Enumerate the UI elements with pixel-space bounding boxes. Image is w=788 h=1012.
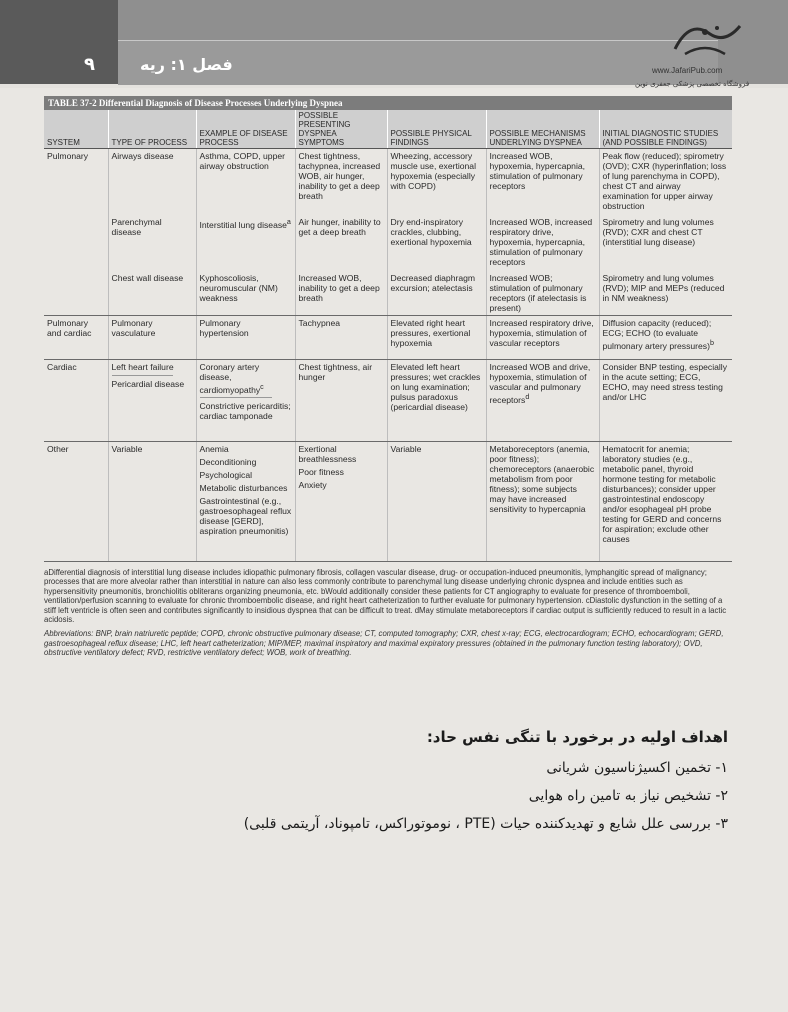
- col-header: POSSIBLE MECHANISMS UNDERLYING DYSPNEA: [486, 110, 599, 149]
- table-header-row: [44, 110, 732, 149]
- table-grid: [44, 110, 732, 562]
- col-header: POSSIBLE PHYSICAL FINDINGS: [387, 110, 486, 149]
- cell-mechanisms: [486, 359, 599, 441]
- example-text: Deconditioning: [199, 456, 257, 467]
- cell-type: Variable: [108, 441, 196, 561]
- cell-mechanisms: Increased WOB, increased respiratory drive, hypoxemia, hypercapnia, stimulation of pulmonary receptors: [486, 215, 599, 271]
- table-row: [44, 271, 732, 316]
- symptom-text: Exertional breathlessness: [298, 443, 357, 464]
- footnote-mark: d: [525, 392, 530, 401]
- cell-physical: Elevated left heart pressures; wet crackles on lung examination; pulsus paradoxus (pericardial disease): [387, 359, 486, 441]
- cell-studies: [599, 315, 732, 359]
- chapter-title: فصل ۱: ریه: [140, 55, 233, 74]
- cell-system: Other: [44, 441, 108, 561]
- chapter-tab: [0, 0, 118, 84]
- cell-system: Cardiac: [44, 359, 108, 441]
- table-title: TABLE 37-2 Differential Diagnosis of Disease Processes Underlying Dyspnea: [44, 96, 732, 110]
- cell-symptoms: Air hunger, inability to get a deep breath: [295, 215, 387, 271]
- divider: [112, 375, 173, 376]
- table-row: [44, 315, 732, 359]
- col-header: TYPE OF PROCESS: [108, 110, 196, 149]
- col-header: EXAMPLE OF DISEASE PROCESS: [196, 110, 295, 149]
- divider: [200, 397, 272, 398]
- cell-type: Airways disease: [108, 149, 196, 215]
- cell-type: Parenchymal disease: [108, 215, 196, 271]
- symptom-text: Anxiety: [298, 479, 327, 490]
- cell-type: [108, 359, 196, 441]
- symptom-text: Poor fitness: [298, 466, 344, 477]
- table-abbreviations: Abbreviations: BNP, brain natriuretic peptide; COPD, chronic obstructive pulmonary disease; CT, computed tomography; CXR, chest x-ray; ECG, electrocardiogram; ECHO, echocardiogram; GERD, gastroesophageal reflux disease; LHC, left heart catheterization; MIP/MEP, maximal inspiratory and maximal expiratory pressures (obtained in the pulmonary function testing laboratory); OVD, obstructive ventilatory defect; RVD, restrictive ventilatory defect; WOB, work of breathing.: [44, 629, 724, 658]
- cell-studies: Spirometry and lung volumes (RVD); MIP and MEPs (reduced in NM weakness): [599, 271, 732, 316]
- cell-system: Pulmonary: [47, 151, 89, 161]
- cell-mechanisms: Metaboreceptors (anemia, poor fitness); chemoreceptors (anaerobic metabolism from poor fitness); some subjects may have increased sensitivity to hypercapnia: [486, 441, 599, 561]
- cell-physical: Decreased diaphragm excursion; atelectasis: [387, 271, 486, 316]
- publisher-logo-icon: [655, 14, 755, 74]
- footnote-mark: b: [709, 338, 714, 347]
- cell-studies: Consider BNP testing, especially in the acute setting; ECG, ECHO, may need stress testing and/or LHC: [599, 359, 732, 441]
- cell-mechanisms: Increased WOB; stimulation of pulmonary receptors (if atelectasis is present): [486, 271, 599, 316]
- cell-symptoms: Increased WOB, inability to get a deep breath: [295, 271, 387, 316]
- cell-system: Pulmonary and cardiac: [44, 315, 108, 359]
- col-header: SYSTEM: [44, 110, 108, 149]
- cell-mechanisms: Increased respiratory drive, hypoxemia, stimulation of vascular receptors: [486, 315, 599, 359]
- cell-studies: Peak flow (reduced); spirometry (OVD); CXR (hyperinflation; loss of lung parenchyma in COPD), chest CT and airway examination for upper airway obstruction: [599, 149, 732, 215]
- cell-studies: Spirometry and lung volumes (RVD); CXR and chest CT (interstitial lung disease): [599, 215, 732, 271]
- cell-type: Pulmonary vasculature: [108, 315, 196, 359]
- table-row: [44, 359, 732, 441]
- example-text: Constrictive pericarditis; cardiac tamponade: [199, 401, 291, 422]
- cell-example: [196, 359, 295, 441]
- cell-symptoms: Chest tightness, air hunger: [295, 359, 387, 441]
- example-text: Gastrointestinal (e.g., gastroesophageal reflux disease [GERD], aspiration pneumonitis): [199, 495, 292, 536]
- cell-physical: Variable: [387, 441, 486, 561]
- footnote-mark: a: [286, 217, 291, 226]
- cell-physical: Wheezing, accessory muscle use, exertional hypoxemia (especially with COPD): [387, 149, 486, 215]
- publisher-url: www.JafariPub.com: [652, 66, 723, 75]
- example-text: Metabolic disturbances: [199, 482, 288, 493]
- cell-example: Kyphoscoliosis, neuromuscular (NM) weakness: [196, 271, 295, 316]
- example-text: Psychological: [199, 469, 253, 480]
- footnote-mark: c: [260, 382, 264, 391]
- table-row: [44, 441, 732, 561]
- cell-symptoms: Tachypnea: [295, 315, 387, 359]
- cell-example: Pulmonary hypertension: [196, 315, 295, 359]
- cell-studies: Hematocrit for anemia; laboratory studies (e.g., metabolic panel, thyroid hormone testing for metabolic disturbances); consider upper gastrointestinal endoscopy and/or esophageal pH probe testing for GERD and concerns for aspiration; exclude other causes: [599, 441, 732, 561]
- col-header: INITIAL DIAGNOSTIC STUDIES (AND POSSIBLE FINDINGS): [599, 110, 732, 149]
- type-text: Left heart failure: [111, 361, 174, 372]
- persian-heading: اهداف اولیه در برخورد با تنگی نفس حاد:: [426, 728, 728, 746]
- cell-type: Chest wall disease: [108, 271, 196, 316]
- cell-mechanisms: Increased WOB, hypoxemia, hypercapnia, stimulation of pulmonary receptors: [486, 149, 599, 215]
- cell-example: [196, 441, 295, 561]
- cell-example: Asthma, COPD, upper airway obstruction: [196, 149, 295, 215]
- page-number: ۹: [84, 54, 95, 75]
- table-row: [44, 215, 732, 271]
- mechanisms-text: Increased WOB and drive, hypoxemia, stimulation of vascular and pulmonary receptors: [489, 361, 591, 405]
- table-footnote: aDifferential diagnosis of interstitial lung disease includes idiopathic pulmonary fibrosis, collagen vascular disease, drug- or occupation-induced pneumonitis, lymphangitic spread of malignancy; processes that are more alveolar rather than interstitial in nature can also less commonly contribute to parenchymal lung disease underlying chronic dyspnea and include entities such as hypersensitivity pneumonitis, bronchiolitis obliterans organizing pneumonia, etc. bWould additionally consider these patients for CT angiography to evaluate for presence of thromboemboli, ventilation/perfusion scanning to evaluate for chronic thromboembolic disease, and right heart catheterization to further evaluate for pulmonary hypertension. cDiastolic dysfunction in the setting of a stiff left ventricle is often seen and contributes significantly to insidious dyspnea that can be difficult to treat. dMay stimulate metaboreceptors if cardiac output is sufficiently reduced to result in a lactic acidosis.: [44, 567, 727, 625]
- publisher-tagline: فروشگاه تخصصی پزشکی جعفری نوین: [635, 80, 750, 88]
- cell-physical: Elevated right heart pressures, exertional hypoxemia: [387, 315, 486, 359]
- cell-symptoms: [295, 441, 387, 561]
- dyspnea-table: [44, 96, 732, 658]
- table-row: [44, 149, 732, 215]
- persian-list-item: ۱- تخمین اکسیژناسیون شریانی: [546, 760, 728, 776]
- example-text: Interstitial lung disease: [199, 219, 287, 230]
- example-text: Anemia: [199, 443, 229, 454]
- example-text: Coronary artery disease, cardiomyopathy: [199, 361, 261, 395]
- studies-text: Diffusion capacity (reduced); ECG; ECHO (to evaluate pulmonary artery pressures): [602, 317, 712, 351]
- type-text: Pericardial disease: [111, 378, 185, 389]
- persian-list-item: ۳- بررسی علل شایع و تهدیدکننده حیات (PTE ، نوموتوراکس، تامپوناد، آریتمی قلبی): [243, 816, 728, 832]
- cell-example: [196, 215, 295, 271]
- persian-list-item: ۲- تشخیص نیاز به تامین راه هوایی: [528, 788, 728, 804]
- cell-symptoms: Chest tightness, tachypnea, increased WOB, air hunger, inability to get a deep breath: [295, 149, 387, 215]
- col-header: POSSIBLE PRESENTING DYSPNEA SYMPTOMS: [295, 110, 387, 149]
- cell-physical: Dry end-inspiratory crackles, clubbing, exertional hypoxemia: [387, 215, 486, 271]
